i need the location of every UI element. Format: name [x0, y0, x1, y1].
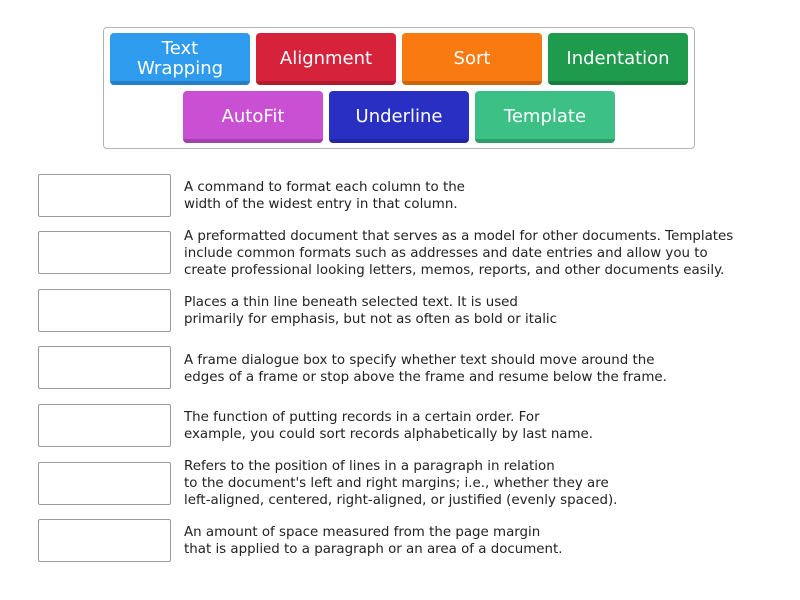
tile-label: Text Wrapping	[136, 37, 224, 79]
tile-label: Underline	[355, 106, 443, 127]
tile-label: Alignment	[279, 48, 373, 69]
answer-slot-6[interactable]	[38, 462, 171, 505]
answer-slot-7[interactable]	[38, 519, 171, 562]
definition-text: A preformatted document that serves as a model for other documents. Templates include common formats such as addresses and date entries and allow you to create professional looking letters, memos, reports, and other documents easily.	[184, 229, 734, 278]
answer-slot-4[interactable]	[38, 346, 171, 389]
tile-underline[interactable]	[329, 91, 469, 143]
definition-text: A frame dialogue box to specify whether text should move around the edges of a frame or stop above the frame and resume below the frame.	[184, 353, 667, 385]
tile-label: Template	[503, 106, 587, 127]
tile-sort[interactable]	[402, 33, 542, 85]
tile-autofit[interactable]	[183, 91, 323, 143]
definition-text: The function of putting records in a certain order. For example, you could sort records alphabetically by last name.	[184, 410, 594, 442]
definition-text: A command to format each column to the width of the widest entry in that column.	[184, 180, 465, 212]
tile-alignment[interactable]	[256, 33, 396, 85]
tile-template[interactable]	[475, 91, 615, 143]
tile-label: Indentation	[566, 48, 670, 69]
tile-label: Sort	[453, 48, 491, 69]
definition-text: Places a thin line beneath selected text. It is used primarily for emphasis, but not as often as bold or italic	[184, 295, 557, 327]
definition-text: An amount of space measured from the page margin that is applied to a paragraph or an area of a document.	[184, 525, 563, 557]
answer-slot-5[interactable]	[38, 404, 171, 447]
tile-label: AutoFit	[221, 106, 285, 127]
definition-text: Refers to the position of lines in a paragraph in relation to the document's left and right margins; i.e., whether they are left-aligned, centered, right-aligned, or justified (evenly spaced).	[184, 459, 618, 508]
tile-text-wrapping[interactable]	[110, 33, 250, 85]
answer-slot-1[interactable]	[38, 174, 171, 217]
tile-indentation[interactable]	[548, 33, 688, 85]
answer-slot-2[interactable]	[38, 231, 171, 274]
answer-slot-3[interactable]	[38, 289, 171, 332]
